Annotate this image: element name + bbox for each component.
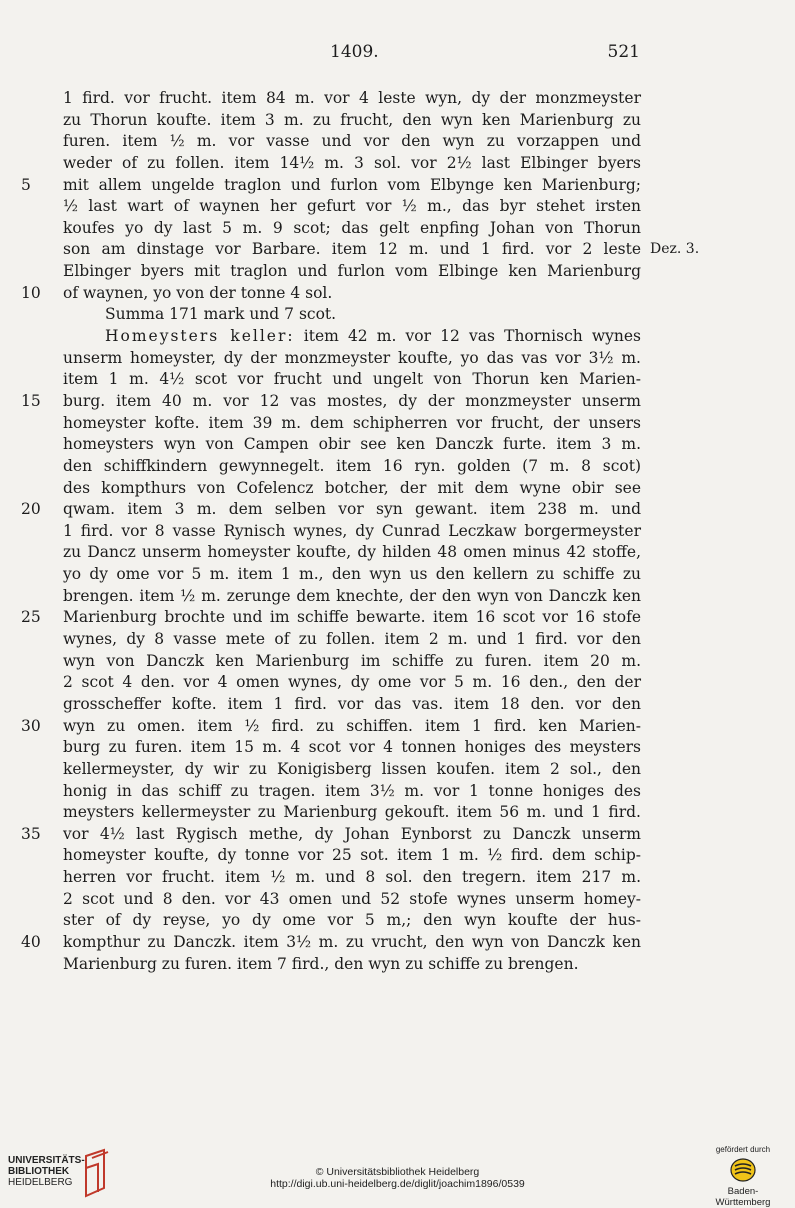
text-line — [63, 478, 641, 500]
line-text: 2 scot 4 den. vor 4 omen wynes, dy ome vor 5 m. 16 den., den der — [63, 673, 641, 692]
line-text: Marienburg brochte und im schiffe bewarte. item 16 scot vor 16 stofe — [63, 608, 641, 627]
text-line — [63, 629, 641, 651]
line-text: grosscheffer kofte. item 1 fird. vor das vas. item 18 den. vor den — [63, 694, 641, 713]
library-name-line2: BIBLIOTHEK — [8, 1166, 70, 1177]
text-line — [63, 845, 641, 867]
text-line — [63, 737, 641, 759]
text-line — [63, 456, 641, 478]
text-line — [63, 672, 641, 694]
library-name-line3: HEIDELBERG — [8, 1177, 73, 1188]
text-line — [63, 239, 700, 261]
text-line — [63, 304, 641, 326]
line-text: unserm homeyster, dy der monzmeyster koufte, yo das vas vor 3½ m. — [63, 348, 641, 367]
text-line — [21, 716, 641, 738]
line-number: 40 — [21, 932, 41, 951]
text-line — [63, 88, 641, 110]
text-line — [63, 694, 641, 716]
text-line — [21, 932, 641, 954]
text-line — [21, 175, 641, 197]
line-text: yo dy ome vor 5 m. item 1 m., den wyn us den kellern zu schiffe zu — [63, 565, 641, 584]
line-text: weder of zu follen. item 14½ m. 3 sol. vor 2½ last Elbinger byers — [63, 153, 641, 172]
line-text: Summa 171 mark und 7 scot. — [105, 305, 337, 324]
source-url[interactable]: http://digi.ub.uni-heidelberg.de/diglit/joachim1896/0539 — [270, 1178, 525, 1190]
line-number: 15 — [21, 391, 41, 410]
text-line — [63, 781, 641, 803]
line-text: son am dinstage vor Barbare. item 12 m. und 1 fird. vor 2 leste — [63, 240, 641, 259]
text-line — [21, 391, 641, 413]
text-line — [63, 110, 641, 132]
text-line — [63, 348, 641, 370]
line-number: 5 — [21, 175, 31, 194]
line-text: vor 4½ last Rygisch methe, dy Johan Eynborst zu Danczk unserm — [63, 824, 641, 843]
line-text: zu Dancz unserm homeyster koufte, dy hilden 48 omen minus 42 stoffe, — [63, 543, 641, 562]
line-text: ster of dy reyse, yo dy ome vor 5 m,; den wyn koufte der hus- — [63, 911, 641, 930]
text-line — [63, 889, 641, 911]
copyright-block — [0, 1166, 795, 1190]
text-line — [21, 824, 641, 846]
copyright-text: © Universitätsbibliothek Heidelberg — [315, 1166, 480, 1178]
line-text: homeyster kofte. item 39 m. dem schipherren vor frucht, der unsers — [63, 413, 641, 432]
line-text: burg. item 40 m. vor 12 vas mostes, dy der monzmeyster unserm — [63, 391, 641, 410]
line-text: mit allem ungelde traglon und furlon vom Elbynge ken Marienburg; — [63, 175, 641, 194]
line-text: wyn von Danczk ken Marienburg im schiffe zu furen. item 20 m. — [63, 651, 641, 670]
line-text: 1 fird. vor 8 vasse Rynisch wynes, dy Cunrad Leczkaw borgermeyster — [63, 521, 641, 540]
line-text: des kompthurs von Cofelencz botcher, der mit dem wyne obir see — [63, 478, 641, 497]
line-text: qwam. item 3 m. dem selben vor syn gewant. item 238 m. und — [63, 500, 641, 519]
text-line — [63, 867, 641, 889]
line-text: wyn zu omen. item ½ fird. zu schiffen. item 1 fird. ken Marien- — [63, 716, 641, 735]
text-line — [63, 759, 641, 781]
line-text: 1 fird. vor frucht. item 84 m. vor 4 leste wyn, dy der monzmeyster — [63, 89, 641, 107]
line-number: 35 — [21, 824, 41, 843]
line-text: Elbinger byers mit traglon und furlon vom Elbinge ken Marienburg — [63, 262, 641, 281]
text-line — [63, 131, 641, 153]
line-number: 30 — [21, 716, 41, 735]
line-number: 25 — [21, 608, 41, 627]
state-emblem-icon — [729, 1156, 757, 1184]
state-name: Baden-Württemberg — [715, 1186, 771, 1208]
line-text: koufes yo dy last 5 m. 9 scot; das gelt enpfing Johan von Thorun — [63, 218, 641, 237]
text-line — [63, 413, 641, 435]
line-text: den schiffkindern gewynnegelt. item 16 ryn. golden (7 m. 8 scot) — [63, 456, 641, 475]
text-line — [63, 564, 641, 586]
document-body — [21, 88, 700, 975]
line-text: kompthur zu Danczk. item 3½ m. zu vrucht, den wyn von Danczk ken — [63, 932, 641, 951]
line-number: 20 — [21, 500, 41, 519]
text-line — [63, 542, 641, 564]
text-line — [63, 954, 641, 976]
text-line — [21, 607, 641, 629]
line-text: furen. item ½ m. vor vasse und vor den wyn zu vorzappen und — [63, 132, 641, 151]
funded-by-label: gefördert durch — [715, 1145, 771, 1154]
text-line — [63, 261, 641, 283]
line-text: homeysters wyn von Campen obir see ken Danczk furte. item 3 m. — [63, 435, 641, 454]
text-line — [63, 434, 641, 456]
line-text: item 42 m. vor 12 vas Thornisch wynes — [294, 327, 641, 346]
line-number: 10 — [21, 283, 41, 302]
line-text: honig in das schiff zu tragen. item 3½ m. vor 1 tonne honiges des — [63, 781, 641, 800]
footer — [0, 1140, 795, 1208]
line-text: Marienburg zu furen. item 7 fird., den wyn zu schiffe zu brengen. — [63, 954, 579, 973]
text-line — [63, 802, 641, 824]
line-text: item 1 m. 4½ scot vor frucht und ungelt von Thorun ken Marien- — [63, 370, 641, 389]
library-name-line1: UNIVERSITÄTS- — [8, 1155, 85, 1166]
page-header — [0, 42, 795, 66]
text-line — [63, 326, 641, 348]
text-line — [21, 283, 641, 305]
text-line — [63, 196, 641, 218]
line-text: kellermeyster, dy wir zu Konigisberg lissen koufen. item 2 sol., den — [63, 759, 641, 778]
text-line — [63, 369, 641, 391]
line-text: homeyster koufte, dy tonne vor 25 sot. item 1 m. ½ fird. dem schip- — [63, 846, 641, 865]
text-line — [63, 153, 641, 175]
line-text: herren vor frucht. item ½ m. und 8 sol. den tregern. item 217 m. — [63, 868, 641, 887]
line-text: brengen. item ½ m. zerunge dem knechte, der den wyn von Danczk ken — [63, 586, 641, 605]
text-line — [21, 499, 641, 521]
text-line — [63, 651, 641, 673]
funding-badge — [703, 1145, 783, 1208]
text-line — [63, 521, 641, 543]
page-number: 521 — [607, 42, 640, 62]
line-text: zu Thorun koufte. item 3 m. zu frucht, den wyn ken Marienburg zu — [63, 110, 641, 129]
line-text: 2 scot und 8 den. vor 43 omen und 52 stofe wynes unserm homey- — [63, 889, 641, 908]
line-text: ½ last wart of waynen her gefurt vor ½ m., das byr stehet irsten — [63, 197, 641, 216]
line-text: of waynen, yo von der tonne 4 sol. — [63, 283, 333, 302]
line-text: meysters kellermeyster zu Marienburg gekouft. item 56 m. und 1 fird. — [63, 803, 641, 822]
text-line — [63, 218, 641, 240]
text-line — [63, 910, 641, 932]
line-text: burg zu furen. item 15 m. 4 scot vor 4 tonnen honiges des meysters — [63, 738, 641, 757]
section-heading: Homeysters keller: — [105, 327, 295, 346]
year-heading: 1409. — [330, 42, 379, 62]
margin-date-note: Dez. 3. — [650, 241, 700, 258]
text-line — [63, 586, 641, 608]
line-text: wynes, dy 8 vasse mete of zu follen. item 2 m. und 1 fird. vor den — [63, 630, 641, 649]
